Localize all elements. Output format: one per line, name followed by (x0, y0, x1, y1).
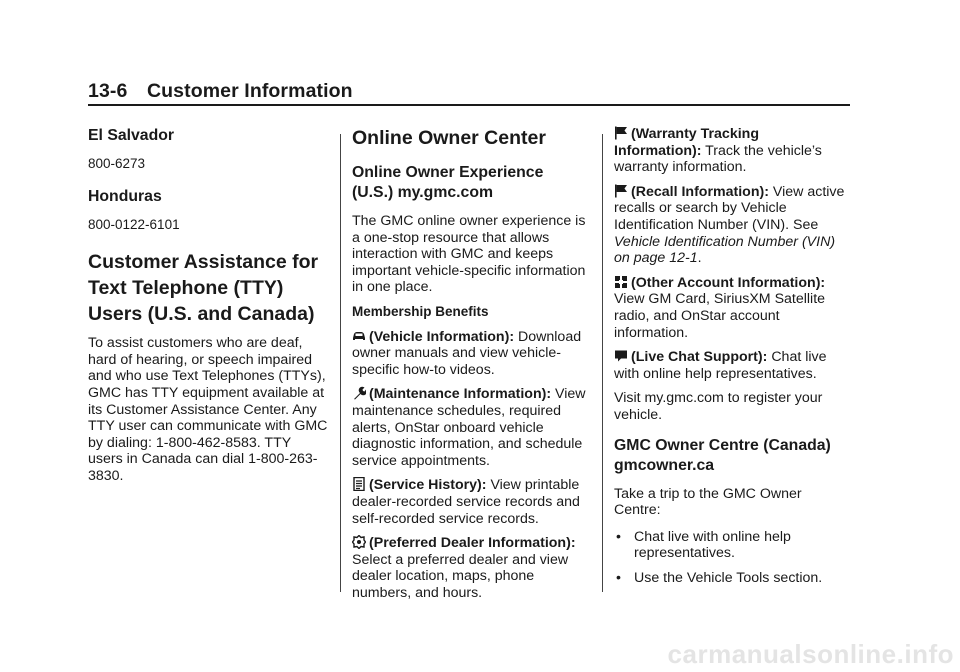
tty-heading-line3: Users (U.S. and Canada) (88, 303, 315, 326)
bullet-glyph: • (616, 528, 621, 545)
watermark: carmanualsonline.info (667, 639, 954, 669)
bullet-text: Chat live with online help representatives. (634, 528, 791, 562)
benefit-text: View active recalls or search by Vehicle Identification Number (VIN). See (614, 183, 845, 233)
honduras-phone: 800-0122-6101 (88, 216, 180, 232)
vin-cross-reference-link[interactable]: Vehicle Identification Number (VIN) on page 12-1 (614, 233, 836, 267)
el-salvador-phone: 800-6273 (88, 156, 146, 171)
link-trailing-period: . (697, 250, 702, 267)
car-icon (352, 329, 366, 343)
benefit-text: Chat live with online help representatives. (614, 349, 827, 382)
el-salvador-heading: El Salvador (88, 127, 175, 144)
benefit-label: (Live Chat Support): (631, 349, 768, 366)
column-2 (352, 126, 588, 609)
membership-benefits-label: Membership Benefits (352, 303, 489, 319)
benefit-label: (Maintenance Information): (369, 386, 552, 403)
bullet-text: Use the Vehicle Tools section. (634, 569, 823, 586)
page-header (88, 80, 850, 103)
canada-bullet-list (614, 529, 850, 587)
benefit-warranty-tracking (614, 126, 850, 176)
tty-heading-line1: Customer Assistance for (88, 251, 319, 274)
benefit-other-account (614, 275, 850, 341)
benefit-vehicle-information (352, 329, 588, 379)
benefit-service-history (352, 477, 588, 527)
flag-icon (614, 184, 628, 198)
benefit-text: Download owner manuals and view vehicle-specific how-to videos. (352, 328, 582, 378)
column-divider-2 (602, 134, 603, 592)
visit-text: Visit my.gmc.com to register your vehicle. (614, 390, 823, 423)
flag-icon (614, 126, 628, 140)
benefit-label: (Other Account Information): (631, 274, 826, 291)
tty-body: To assist customers who are deaf, hard of hearing, or speech impaired and who use Text Telephones (TTYs), GMC has TTY equipment available at its Customer Assistance Center. Any TTY user can communicate with GMC by dialing: 1-800-462-8583. TTY users in Canada can dial 1-800-263-3830. (88, 335, 328, 484)
benefit-text: Select a preferred dealer and view dealer location, maps, phone numbers, and hours. (352, 551, 569, 601)
bullet-glyph: • (616, 569, 621, 586)
benefit-preferred-dealer (352, 535, 588, 601)
benefit-live-chat (614, 349, 850, 382)
online-owner-center-heading: Online Owner Center (352, 127, 546, 149)
chapter-title: Customer Information (146, 80, 353, 102)
subheading-line2: (U.S.) my.gmc.com (352, 184, 494, 201)
canada-heading-line2: gmcowner.ca (614, 456, 715, 474)
account-icon (614, 275, 628, 289)
benefit-text: View maintenance schedules, required alerts, OnStar onboard vehicle diagnostic information, and schedule service appointments. (352, 386, 586, 469)
benefit-label: (Vehicle Information): (369, 328, 515, 345)
dealer-badge-icon (352, 535, 366, 549)
online-owner-experience-heading (352, 163, 588, 203)
list-item (614, 570, 850, 587)
header-rule (88, 104, 850, 106)
online-intro: The GMC online owner experience is a one-stop resource that allows interaction with GMC and keeps important vehicle-specific information in one place. (352, 213, 586, 296)
column-3 (614, 126, 850, 594)
tty-heading (88, 249, 328, 327)
honduras-heading: Honduras (88, 187, 162, 205)
wrench-icon (352, 386, 366, 400)
column-divider-1 (340, 134, 341, 592)
benefit-label: (Recall Information): (631, 183, 769, 200)
benefit-text: View GM Card, SiriusXM Satellite radio, and OnStar account information. (614, 291, 826, 341)
benefit-maintenance-information (352, 386, 588, 469)
subheading-line1: Online Owner Experience (352, 164, 544, 181)
page-number: 13-6 (88, 80, 128, 102)
tty-heading-line2: Text Telephone (TTY) (88, 277, 284, 300)
document-icon (352, 477, 366, 491)
list-item (614, 529, 850, 562)
benefit-label: (Warranty Tracking Information): (614, 126, 759, 159)
benefit-label: (Preferred Dealer Information): (369, 535, 576, 552)
canada-heading-line1: GMC Owner Centre (Canada) (614, 436, 831, 454)
chat-icon (614, 349, 628, 363)
benefit-label: (Service History): (369, 477, 487, 494)
benefit-text: Track the vehicle’s warranty information. (614, 142, 822, 176)
canada-intro: Take a trip to the GMC Owner Centre: (614, 485, 802, 519)
benefit-recall-information (614, 184, 850, 267)
benefit-text: View printable dealer-recorded service records and self-recorded service records. (352, 477, 580, 527)
canada-heading (614, 436, 850, 476)
column-1 (88, 126, 328, 493)
